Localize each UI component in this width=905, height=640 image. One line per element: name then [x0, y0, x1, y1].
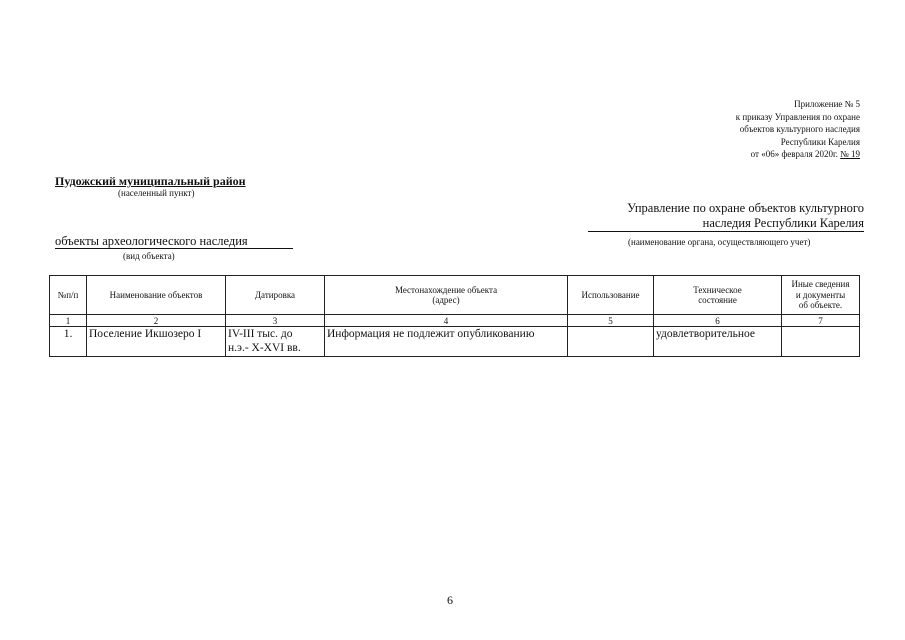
column-number: 7: [782, 315, 860, 327]
appendix-order-line: Республики Карелия: [780, 136, 860, 147]
district-caption: (населенный пункт): [118, 188, 195, 198]
column-number-row: [50, 315, 860, 327]
authority-name: [588, 201, 864, 231]
column-number: 5: [568, 315, 654, 327]
cell-dating: [226, 327, 325, 357]
cell-num: 1.: [50, 327, 87, 357]
authority-underline: [588, 231, 864, 232]
cell-other: [782, 327, 860, 357]
column-number: 1: [50, 315, 87, 327]
header-condition-title: Техническое: [693, 284, 742, 295]
appendix-order-line: объектов культурного наследия: [739, 124, 860, 135]
appendix-title: Приложение № 5: [794, 99, 860, 109]
header-usage: Использование: [568, 276, 654, 315]
header-dating: Датировка: [226, 276, 325, 315]
authority-line-2: наследия Республики Карелия: [702, 216, 864, 230]
cell-usage: [568, 327, 654, 357]
object-type-underline: [55, 248, 293, 249]
authority-line-1: Управление по охране объектов культурного: [627, 201, 864, 215]
header-location-title: Местонахождение объекта: [394, 284, 498, 295]
cell-dating-line-1: IV-III тыс. до: [228, 328, 293, 340]
cell-dating-line-2: н.э.- X-XVI вв.: [228, 342, 301, 354]
appendix-date: от «06» февраля 2020г.: [750, 149, 838, 160]
table-row: [50, 327, 860, 357]
header-condition: [654, 276, 782, 315]
cell-condition: удовлетворительное: [654, 327, 782, 357]
header-other-line-1: Иные сведения: [791, 279, 850, 290]
header-location-sub: (адрес): [432, 295, 460, 305]
cell-name: Поселение Икшозеро I: [87, 327, 226, 357]
register-table: [49, 275, 860, 357]
header-other-line-3: об объекте.: [798, 300, 843, 311]
header-other-line-2: и документы: [795, 289, 846, 300]
header-location: [325, 276, 568, 315]
appendix-date-line: [600, 148, 860, 161]
header-name: Наименование объектов: [87, 276, 226, 315]
column-number: 3: [226, 315, 325, 327]
object-type: объекты археологического наследия: [55, 234, 248, 248]
appendix-order-number: № 19: [840, 149, 860, 160]
column-number: 2: [87, 315, 226, 327]
header-condition-sub: состояние: [698, 295, 737, 305]
appendix-order-line: к приказу Управления по охране: [735, 111, 860, 122]
column-number: 6: [654, 315, 782, 327]
header-other: [782, 276, 860, 315]
column-number: 4: [325, 315, 568, 327]
object-type-caption: (вид объекта): [123, 251, 175, 261]
table-header-row: [50, 276, 860, 315]
authority-caption: (наименование органа, осуществляющего учет): [628, 237, 811, 247]
cell-location: Информация не подлежит опубликованию: [325, 327, 568, 357]
header-num: №п/п: [50, 276, 87, 315]
page-number: 6: [447, 593, 453, 607]
appendix-block: [600, 98, 860, 161]
district-name: Пудожский муниципальный район: [55, 174, 246, 188]
